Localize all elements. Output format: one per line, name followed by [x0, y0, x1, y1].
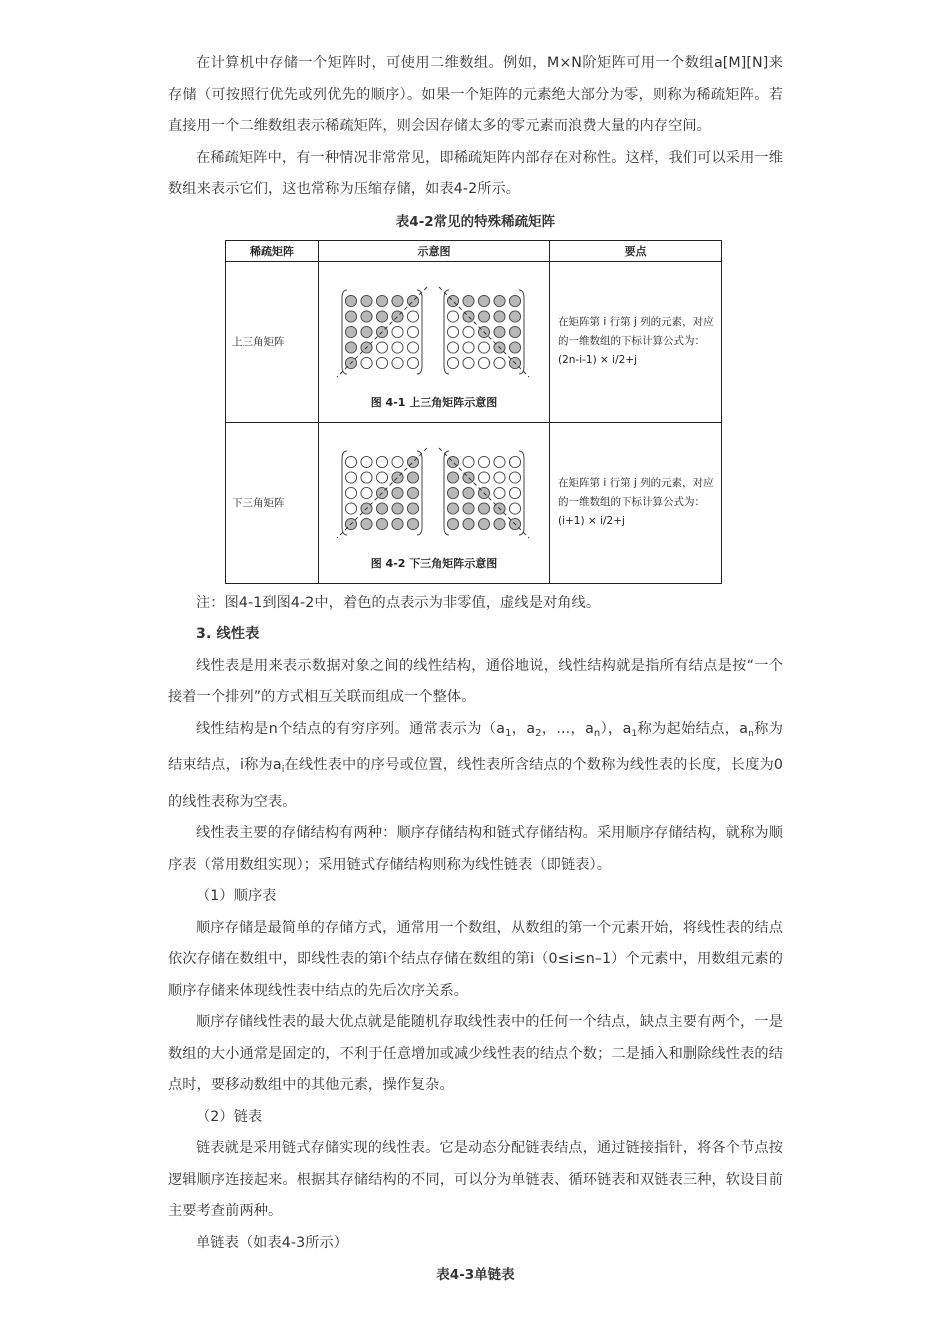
- zero-element: [361, 357, 372, 368]
- nonzero-element: [376, 295, 387, 306]
- table-4-3-caption: 表4-3单链表: [436, 1267, 515, 1283]
- nonzero-element: [494, 326, 505, 337]
- nonzero-element: [509, 341, 520, 352]
- header-sparse-matrix: 稀疏矩阵: [226, 240, 319, 261]
- nonzero-element: [361, 295, 372, 306]
- nonzero-element: [447, 487, 458, 498]
- nonzero-element: [345, 326, 356, 337]
- nonzero-element: [392, 518, 403, 529]
- upper-triangular-diagram: [329, 274, 539, 392]
- zero-element: [463, 341, 474, 352]
- nonzero-element: [361, 518, 372, 529]
- zero-element: [478, 471, 489, 482]
- zero-element: [407, 357, 418, 368]
- paragraph-compressed-storage: 在稀疏矩阵中，有一种情况非常常见，即稀疏矩阵内部存在对称性。这样，我们可以采用一维数组来表示它们，这也常称为压缩存储，如表4-2所示。: [168, 149, 783, 197]
- zero-element: [407, 310, 418, 321]
- nonzero-element: [463, 502, 474, 513]
- zero-element: [361, 487, 372, 498]
- zero-element: [447, 357, 458, 368]
- paragraph-sequential-storage: 顺序存储是最简单的存储方式，通常用一个数组，从数组的第一个元素开始，将线性表的结点依次存储在数组中，即线性表的第i个结点存储在数组的第i（0≤i≤n–1）个元素中，用数组元素的顺序存储来体现线性表中结点的先后次序关系。: [168, 919, 783, 999]
- nonzero-element: [463, 518, 474, 529]
- zero-element: [407, 326, 418, 337]
- subsection-linked-list-title: （2）链表: [196, 1108, 263, 1125]
- table-row-lower-triangular: [226, 422, 722, 583]
- nonzero-element: [407, 518, 418, 529]
- nonzero-element: [361, 326, 372, 337]
- zero-element: [345, 487, 356, 498]
- zero-element: [509, 456, 520, 467]
- row-point-upper: 在矩阵第 i 行第 j 列的元素，对应的一维数组的下标计算公式为：(2n-i-1) × i/2+j: [550, 261, 722, 422]
- paragraph-linear-structure: 线性结构是n个结点的有穷序列。通常表示为（$a_1$，$a_2$，...，$a_n$），$a_1$称为起始结点，$a_n$称为结束结点，i称为$a_i$在线性表中的序号或位置，线性表所含结点的个数称为线性表的长度，长度为0的线性表称为空表。: [168, 720, 783, 810]
- zero-element: [463, 456, 474, 467]
- zero-element: [376, 341, 387, 352]
- figure-cell-lower: [319, 422, 550, 583]
- nonzero-element: [345, 295, 356, 306]
- zero-element: [361, 471, 372, 482]
- zero-element: [407, 341, 418, 352]
- nonzero-element: [478, 295, 489, 306]
- sparse-matrix-table: [225, 240, 722, 584]
- zero-element: [494, 456, 505, 467]
- zero-element: [463, 326, 474, 337]
- nonzero-element: [345, 341, 356, 352]
- zero-element: [376, 357, 387, 368]
- nonzero-element: [392, 487, 403, 498]
- row-point-lower: 在矩阵第 i 行第 j 列的元素，对应的一维数组的下标计算公式为：(i+1) × i/2+j: [550, 422, 722, 583]
- paragraph-singly-linked-list: 单链表（如表4-3所示）: [196, 1234, 349, 1251]
- zero-element: [345, 456, 356, 467]
- zero-element: [494, 357, 505, 368]
- nonzero-element: [447, 518, 458, 529]
- zero-element: [392, 341, 403, 352]
- zero-element: [376, 456, 387, 467]
- zero-element: [478, 341, 489, 352]
- zero-element: [509, 471, 520, 482]
- nonzero-element: [376, 502, 387, 513]
- paragraph-linked-list: 链表就是采用链式存储实现的线性表。它是动态分配链表结点，通过链接指针，将各个节点按逻辑顺序连接起来。根据其存储结构的不同，可以分为单链表、循环链表和双链表三种，软设目前主要考查前两种。: [168, 1140, 783, 1219]
- zero-element: [392, 357, 403, 368]
- table-note: 注：图4-1到图4-2中，着色的点表示为非零值，虚线是对角线。: [196, 594, 601, 611]
- nonzero-element: [494, 518, 505, 529]
- paragraph-storage-structures: 线性表主要的存储结构有两种：顺序存储结构和链式存储结构。采用顺序存储结构，就称为顺序表（常用数组实现）；采用链式存储结构则称为线性链表（即链表）。: [168, 825, 783, 873]
- nonzero-element: [376, 518, 387, 529]
- subsection-sequential-list-title: （1）顺序表: [196, 888, 277, 904]
- lower-triangular-diagram: [329, 435, 539, 553]
- nonzero-element: [392, 295, 403, 306]
- paragraph-linear-list-def: 线性表是用来表示数据对象之间的线性结构，通俗地说，线性结构就是指所有结点是按“一个接着一个排列”的方式相互关联而组成一个整体。: [168, 657, 783, 705]
- zero-element: [447, 310, 458, 321]
- zero-element: [376, 471, 387, 482]
- row-name-upper: 上三角矩阵: [226, 261, 319, 422]
- figure-4-2-caption: 图 4-2 下三角矩阵示意图: [370, 556, 498, 570]
- header-diagram: 示意图: [319, 240, 550, 261]
- paragraph-sparse-matrix-intro: 在计算机中存储一个矩阵时，可使用二维数组。例如，M×N阶矩阵可用一个数组a[M][N]来存储（可按照行优先或列优先的顺序）。如果一个矩阵的元素绝大部分为零，则称为稀疏矩阵。若直接用一个二维数组表示稀疏矩阵，则会因存储太多的零元素而浪费大量的内存空间。: [168, 55, 783, 134]
- section-3-heading: 3. 线性表: [196, 626, 260, 642]
- nonzero-element: [407, 487, 418, 498]
- zero-element: [478, 456, 489, 467]
- document-page: [168, 48, 783, 1291]
- table-header-row: [226, 240, 722, 261]
- zero-element: [345, 502, 356, 513]
- nonzero-element: [509, 310, 520, 321]
- nonzero-element: [463, 295, 474, 306]
- table-row-upper-triangular: [226, 261, 722, 422]
- nonzero-element: [361, 310, 372, 321]
- figure-4-1-caption: 图 4-1 上三角矩阵示意图: [370, 395, 498, 409]
- zero-element: [463, 357, 474, 368]
- table-4-2-caption: 表4-2常见的特殊稀疏矩阵: [395, 213, 556, 230]
- paragraph-sequential-pros-cons: 顺序存储线性表的最大优点就是能随机存取线性表中的任何一个结点，缺点主要有两个，一是数组的大小通常是固定的，不利于任意增加或减少线性表的结点个数；二是插入和删除线性表的结点时，要移动数组中的其他元素，操作复杂。: [168, 1014, 783, 1093]
- nonzero-element: [478, 502, 489, 513]
- nonzero-element: [509, 326, 520, 337]
- zero-element: [361, 456, 372, 467]
- zero-element: [509, 487, 520, 498]
- nonzero-element: [494, 295, 505, 306]
- zero-element: [345, 471, 356, 482]
- nonzero-element: [407, 471, 418, 482]
- nonzero-element: [494, 310, 505, 321]
- nonzero-element: [463, 487, 474, 498]
- nonzero-element: [447, 471, 458, 482]
- zero-element: [392, 456, 403, 467]
- nonzero-element: [392, 502, 403, 513]
- nonzero-element: [447, 502, 458, 513]
- header-key-points: 要点: [550, 240, 722, 261]
- nonzero-element: [509, 295, 520, 306]
- nonzero-element: [376, 310, 387, 321]
- row-name-lower: 下三角矩阵: [226, 422, 319, 583]
- zero-element: [447, 341, 458, 352]
- zero-element: [494, 487, 505, 498]
- zero-element: [447, 326, 458, 337]
- nonzero-element: [478, 310, 489, 321]
- zero-element: [494, 471, 505, 482]
- zero-element: [478, 357, 489, 368]
- zero-element: [392, 326, 403, 337]
- zero-element: [509, 502, 520, 513]
- nonzero-element: [345, 310, 356, 321]
- nonzero-element: [478, 518, 489, 529]
- figure-cell-upper: [319, 261, 550, 422]
- nonzero-element: [407, 502, 418, 513]
